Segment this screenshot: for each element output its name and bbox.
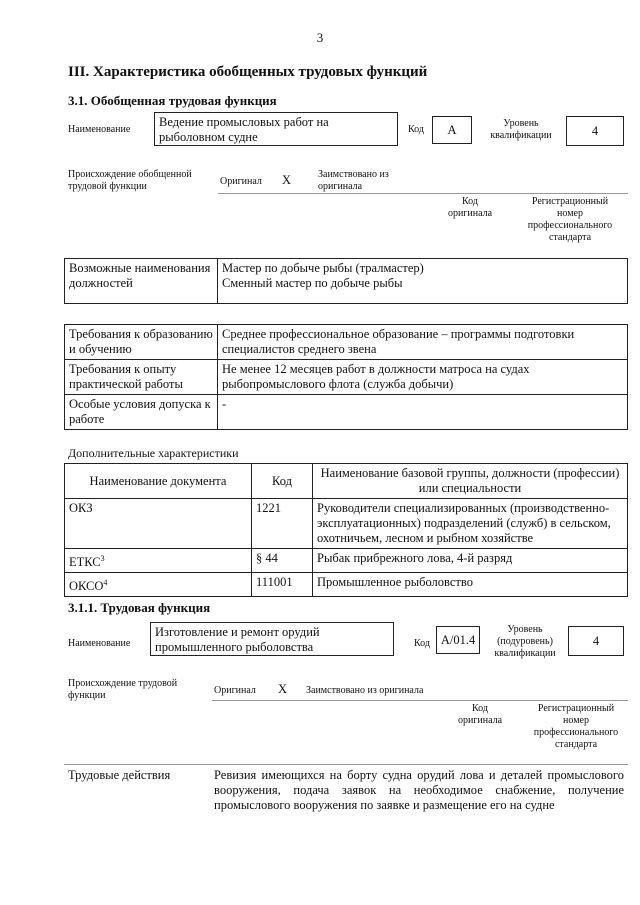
education-label: Требования к образованию и обучению	[65, 325, 218, 360]
tf-code-field: A/01.4	[436, 626, 480, 654]
gtf-borrowed-label: Заимствовано из оригинала	[318, 169, 389, 192]
additional-header-name: Наименование базовой группы, должности (профессии) или специальности	[313, 464, 628, 499]
additional-doc: ЕТКС	[69, 555, 101, 570]
experience-value: Не менее 12 месяцев работ в должности матроса на судах рыбопромыслового флота (служба добычи)	[218, 360, 628, 395]
page-number: 3	[316, 30, 324, 45]
gtf-level-field: 4	[566, 116, 624, 146]
tf-origin-label: Происхождение трудовой функции	[68, 678, 178, 701]
additional-header-doc: Наименование документа	[65, 464, 252, 499]
gtf-heading: 3.1. Обобщенная трудовая функция	[68, 93, 277, 108]
education-value: Среднее профессиональное образование – программы подготовки специалистов среднего звена	[218, 325, 628, 360]
additional-name: Промышленное рыболовство	[313, 573, 628, 597]
additional-doc: ОКСО	[69, 579, 104, 594]
additional-doc-cell	[65, 549, 252, 573]
table-row	[65, 573, 628, 597]
actions-top-rule	[64, 764, 628, 765]
gtf-level-label: Уровень квалификации	[490, 118, 552, 141]
additional-heading: Дополнительные характеристики	[68, 446, 239, 460]
actions-value: Ревизия имеющихся на борту судна орудий лова и деталей промыслового вооружения, подача заявок на необходимое снабжение, получение промыслового вооружения по заявке и размещение его на судне	[214, 768, 624, 812]
tf-orig-code-label: Код оригинала	[457, 703, 503, 726]
additional-code: 1221	[252, 499, 313, 549]
tf-level-label: Уровень (подуровень) квалификации	[494, 624, 556, 659]
position-item: Сменный мастер по добыче рыбы	[222, 276, 403, 290]
actions-label: Трудовые действия	[68, 768, 171, 782]
tf-code-label: Код	[414, 638, 430, 649]
position-item: Мастер по добыче рыбы (тралмастер)	[222, 261, 424, 275]
additional-table	[64, 463, 628, 597]
gtf-original-label: Оригинал	[220, 176, 262, 187]
gtf-original-mark: X	[282, 173, 292, 187]
positions-label: Возможные наименования должностей	[65, 259, 218, 304]
additional-name: Руководители специализированных (производственно-эксплуатационных) подразделений (служб) в сельском, охотничьем, лесном и рыбном хозяйстве	[313, 499, 628, 549]
gtf-reg-number-label: Регистрационный номер профессионального стандарта	[527, 196, 613, 243]
tf-heading: 3.1.1. Трудовая функция	[68, 600, 211, 615]
additional-code: § 44	[252, 549, 313, 573]
additional-header-code: Код	[252, 464, 313, 499]
additional-doc-cell	[65, 573, 252, 597]
table-row	[65, 499, 628, 549]
tf-name-label: Наименование	[68, 638, 131, 649]
tf-reg-number-label: Регистрационный номер профессионального стандарта	[533, 703, 619, 750]
additional-code: 111001	[252, 573, 313, 597]
additional-doc: ОКЗ	[65, 499, 252, 549]
gtf-code-label: Код	[408, 124, 424, 135]
gtf-origin-label: Происхождение обобщенной трудовой функции	[68, 169, 192, 192]
footnote-mark: 3	[100, 554, 105, 563]
section-title: III. Характеристика обобщенных трудовых функций	[68, 64, 428, 80]
gtf-orig-code-label: Код оригинала	[447, 196, 493, 219]
tf-borrowed-label: Заимствовано из оригинала	[306, 685, 424, 696]
footnote-mark: 4	[103, 578, 108, 588]
positions-table	[64, 258, 628, 304]
gtf-origin-rule	[218, 193, 628, 194]
tf-original-label: Оригинал	[214, 685, 256, 696]
table-row	[65, 549, 628, 573]
requirements-table	[64, 324, 628, 430]
gtf-code-field: А	[432, 116, 472, 144]
special-value: -	[218, 395, 628, 430]
gtf-name-label: Наименование	[68, 124, 131, 135]
tf-level-field: 4	[568, 626, 624, 656]
tf-origin-rule	[212, 700, 628, 701]
tf-name-field: Изготовление и ремонт орудий промышленного рыболовства	[150, 622, 394, 656]
tf-original-mark: X	[278, 682, 288, 696]
additional-name: Рыбак прибрежного лова, 4-й разряд	[313, 549, 628, 573]
gtf-name-field: Ведение промысловых работ на рыболовном судне	[154, 112, 398, 146]
experience-label: Требования к опыту практической работы	[65, 360, 218, 395]
special-label: Особые условия допуска к работе	[65, 395, 218, 430]
